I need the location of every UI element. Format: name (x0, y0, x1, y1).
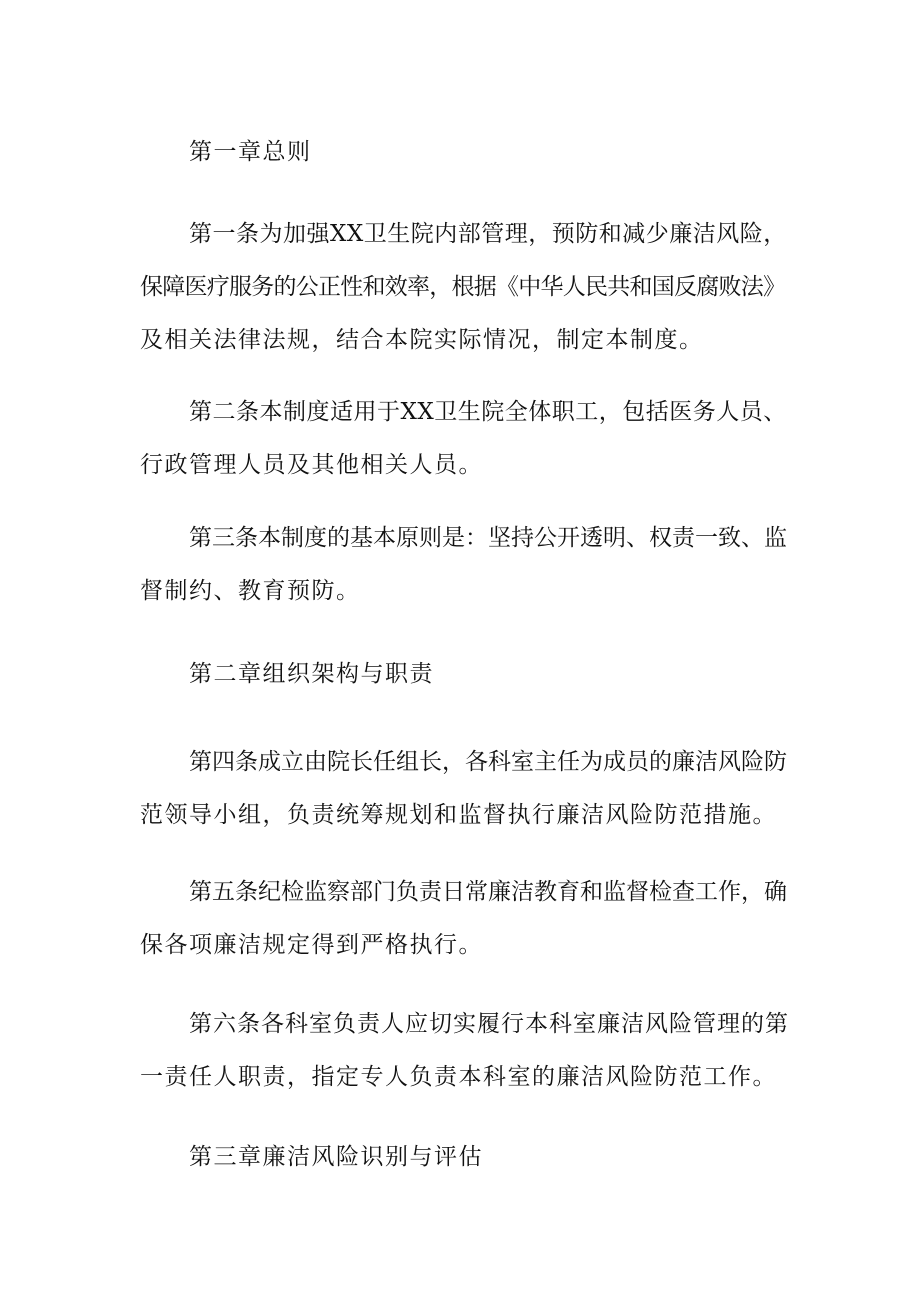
text-line: 第三章廉洁风险识别与评估 (189, 1144, 483, 1170)
article-1-paragraph (140, 208, 790, 367)
article-2-paragraph (140, 386, 790, 492)
text-line: 范领导小组，负责统筹规划和监督执行廉洁风险防范措施。 (140, 802, 777, 828)
text-line: 第一章总则 (189, 139, 312, 165)
text-line: 行政管理人员及其他相关人员。 (140, 452, 483, 478)
text-line: 督制约、教育预防。 (140, 578, 361, 604)
text-line: 第四条成立由院长任组长，各科室主任为成员的廉洁风险防 (189, 749, 787, 775)
chapter-1-heading (140, 126, 790, 179)
text-line: 第二条本制度适用于XX卫生院全体职工，包括医务人员、 (189, 399, 787, 425)
article-4-paragraph (140, 736, 790, 842)
article-3-paragraph (140, 512, 790, 618)
text-line: 一责任人职责，指定专人负责本科室的廉洁风险防范工作。 (140, 1064, 777, 1090)
text-line: 第五条纪检监察部门负责日常廉洁教育和监督检查工作，确 (189, 879, 787, 905)
chapter-3-heading (140, 1131, 790, 1184)
text-line: 保各项廉洁规定得到严格执行。 (140, 932, 483, 958)
chapter-2-heading (140, 648, 790, 701)
text-line: 第六条各科室负责人应切实履行本科室廉洁风险管理的第 (189, 1011, 789, 1037)
text-line: 保障医疗服务的公正性和效率，根据《中华人民共和国反腐败法》 (140, 274, 786, 300)
text-line: 第二章组织架构与职责 (189, 661, 434, 687)
text-line: 及相关法律法规，结合本院实际情况，制定本制度。 (140, 327, 704, 353)
text-line: 第三条本制度的基本原则是：坚持公开透明、权责一致、监 (189, 525, 787, 551)
article-5-paragraph (140, 866, 790, 972)
text-line: 第一条为加强XX卫生院内部管理，预防和减少廉洁风险， (189, 221, 787, 247)
article-6-paragraph (140, 998, 790, 1104)
